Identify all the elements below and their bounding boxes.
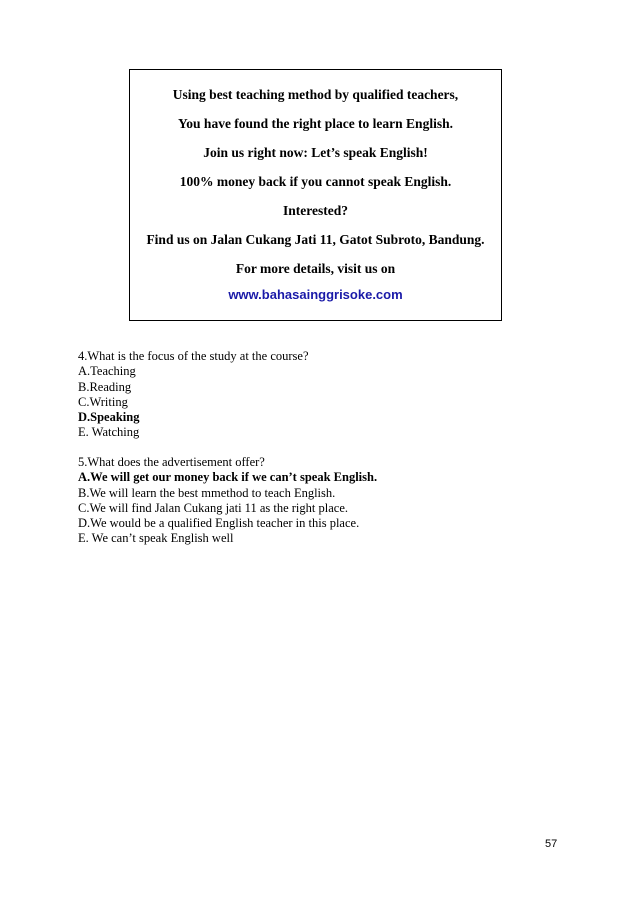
ad-line-6: Find us on Jalan Cukang Jati 11, Gatot Subroto, Bandung. [146, 232, 485, 247]
page-number: 57 [545, 838, 558, 850]
question-5-text: 5.What does the advertisement offer? [78, 455, 265, 469]
question-4-block [78, 349, 309, 441]
question-5-option-c: C.We will find Jalan Cukang jati 11 as the right place. [78, 500, 348, 515]
question-4-option-a: A.Teaching [78, 364, 136, 379]
question-4-option-e: E. Watching [78, 425, 140, 440]
ad-website-link[interactable]: www.bahasainggrisoke.com [228, 287, 403, 302]
ad-line-1: Using best teaching method by qualified teachers, [172, 87, 459, 102]
ad-line-2: You have found the right place to learn English. [178, 116, 453, 131]
question-4-option-d-correct: D.Speaking [78, 410, 140, 425]
question-5-option-b: B.We will learn the best mmethod to teach English. [78, 485, 336, 500]
question-5-option-e: E. We can’t speak English well [78, 531, 234, 546]
ad-line-4: 100% money back if you cannot speak English. [179, 174, 452, 189]
question-5-block [78, 455, 377, 547]
question-4-option-c: C.Writing [78, 394, 128, 409]
ad-line-5: Interested? [283, 203, 348, 218]
question-4-text: 4.What is the focus of the study at the course? [78, 349, 309, 363]
question-5-option-d: D.We would be a qualified English teacher in this place. [78, 516, 360, 531]
ad-line-7: For more details, visit us on [235, 261, 396, 276]
question-5-option-a-correct: A.We will get our money back if we can’t speak English. [78, 470, 378, 485]
question-4-option-b: B.Reading [78, 379, 132, 394]
ad-line-3: Join us right now: Let’s speak English! [203, 145, 428, 160]
advertisement-box [129, 69, 502, 321]
